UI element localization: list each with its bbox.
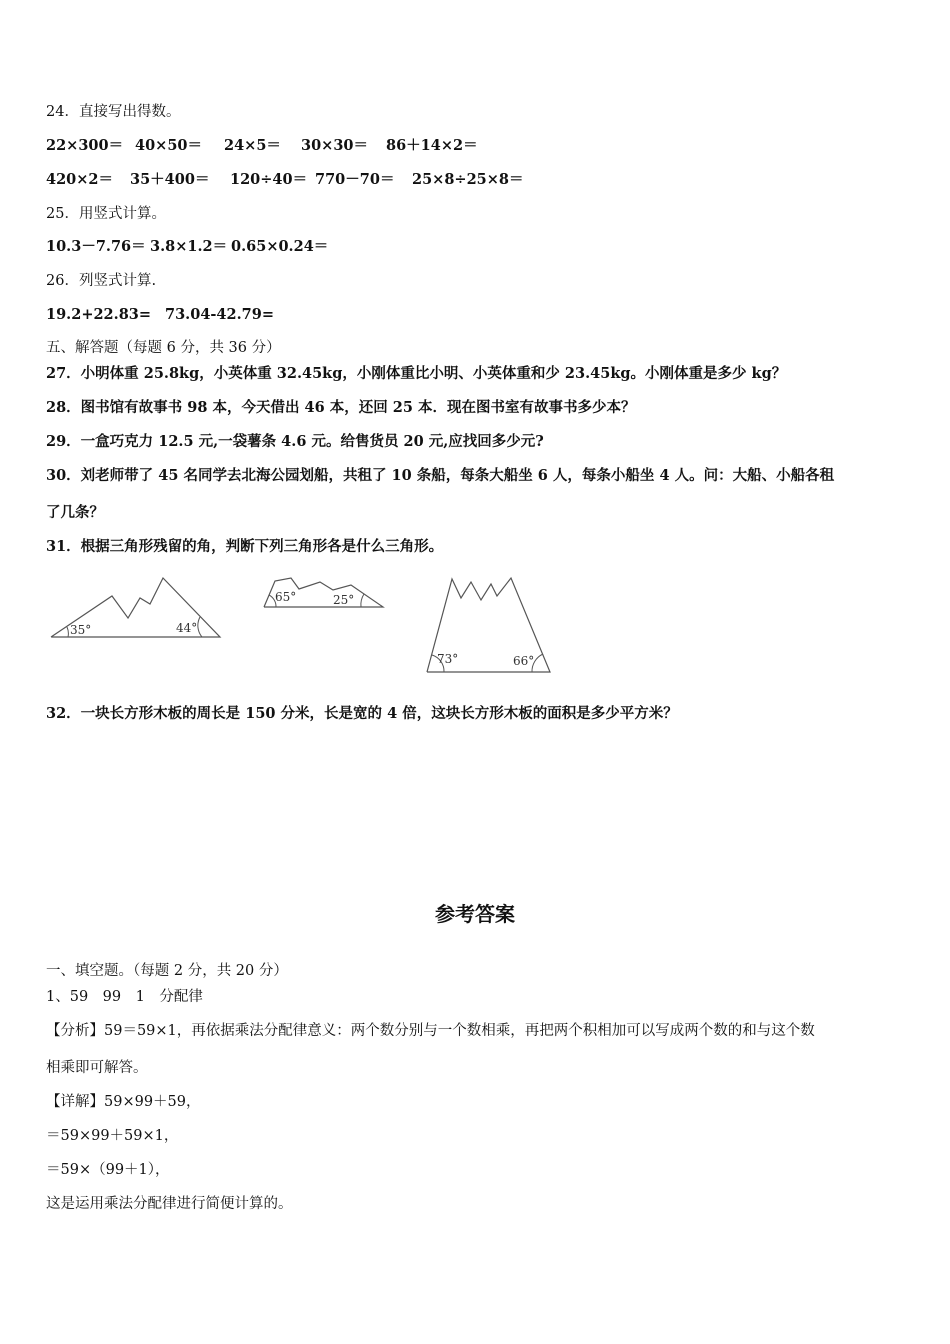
analysis-line2: 相乘即可解答。: [46, 1060, 148, 1076]
q24-row2: [46, 170, 523, 190]
q28: 28．图书馆有故事书 98 本，今天借出 46 本，还回 25 本．现在图书室有故事书多少本？: [46, 399, 636, 416]
q25-prompt: 25．用竖式计算。: [46, 206, 166, 222]
q26-row: [46, 305, 274, 325]
detail-line3: ＝59×（99＋1），: [46, 1162, 170, 1178]
q24-r2-expr: 35＋400＝: [130, 171, 210, 188]
q29: 29．一盒巧克力 12.5 元,一袋薯条 4.6 元。给售货员 20 元,应找回多少元?: [46, 433, 544, 450]
q25-expr: 0.65×0.24＝: [231, 238, 329, 255]
answer-section1: 一、填空题。（每题 2 分，共 20 分）: [46, 963, 288, 979]
q24-prompt: 24．直接写出得数。: [46, 104, 181, 120]
detail-line2: ＝59×99＋59×1，: [46, 1128, 179, 1144]
conclusion: 这是运用乘法分配律进行简便计算的。: [46, 1196, 293, 1212]
q31-prompt: 31．根据三角形残留的角，判断下列三角形各是什么三角形。: [46, 538, 444, 555]
q24-r1-expr: 30×30＝: [301, 137, 369, 154]
fig1-left-angle: 35°: [70, 623, 92, 637]
q24-row1: [46, 136, 478, 156]
q25-expr: 3.8×1.2＝: [150, 238, 228, 255]
answer-title: 参考答案: [435, 902, 515, 926]
q30-line2: 了几条？: [46, 504, 104, 521]
fig2-right-angle: 25°: [333, 593, 355, 607]
q24-r1-expr: 22×300＝: [46, 137, 124, 154]
q30-line1: 30．刘老师带了 45 名同学去北海公园划船，共租了 10 条船，每条大船坐 6 人，每条小船坐 4 人。问：大船、小船各租: [46, 467, 835, 484]
q32: 32．一块长方形木板的周长是 150 分米，长是宽的 4 倍，这块长方形木板的面积是多少平方米？: [46, 705, 678, 722]
section5-heading: 五、解答题（每题 6 分，共 36 分）: [46, 340, 281, 356]
answer-1: 1、59 99 1 分配律: [46, 989, 203, 1005]
q26-expr: 19.2+22.83=: [46, 306, 152, 323]
detail-line1: 【详解】59×99＋59，: [46, 1094, 201, 1110]
triangle-figure-1: [50, 576, 222, 640]
q26-expr: 73.04-42.79=: [165, 306, 274, 323]
fig2-left-angle: 65°: [275, 590, 297, 604]
fig3-left-angle: 73°: [437, 652, 459, 666]
q24-r1-expr: 86＋14×2＝: [386, 137, 478, 154]
analysis-line1: 【分析】59＝59×1，再依据乘法分配律意义：两个数分别与一个数相乘，再把两个积相加可以写成两个数的和与这个数: [46, 1023, 815, 1039]
q24-r1-expr: 24×5＝: [224, 137, 281, 154]
q24-r2-expr: 120÷40＝: [230, 171, 308, 188]
fig1-right-angle: 44°: [176, 621, 198, 635]
q27: 27．小明体重 25.8kg，小英体重 32.45kg，小刚体重比小明、小英体重和少 23.45kg。小刚体重是多少 kg？: [46, 365, 787, 382]
triangle-figure-2: [263, 576, 385, 610]
fig3-right-angle: 66°: [513, 654, 535, 668]
q24-r1-expr: 40×50＝: [135, 137, 203, 154]
q26-prompt: 26．列竖式计算.: [46, 273, 157, 289]
q24-r2-expr: 770－70＝: [315, 171, 395, 188]
q24-r2-expr: 420×2＝: [46, 171, 114, 188]
q25-row: [46, 237, 328, 257]
q25-expr: 10.3－7.76＝: [46, 238, 146, 255]
q24-r2-expr: 25×8÷25×8＝: [412, 171, 524, 188]
triangle-figure-3: [425, 576, 553, 674]
